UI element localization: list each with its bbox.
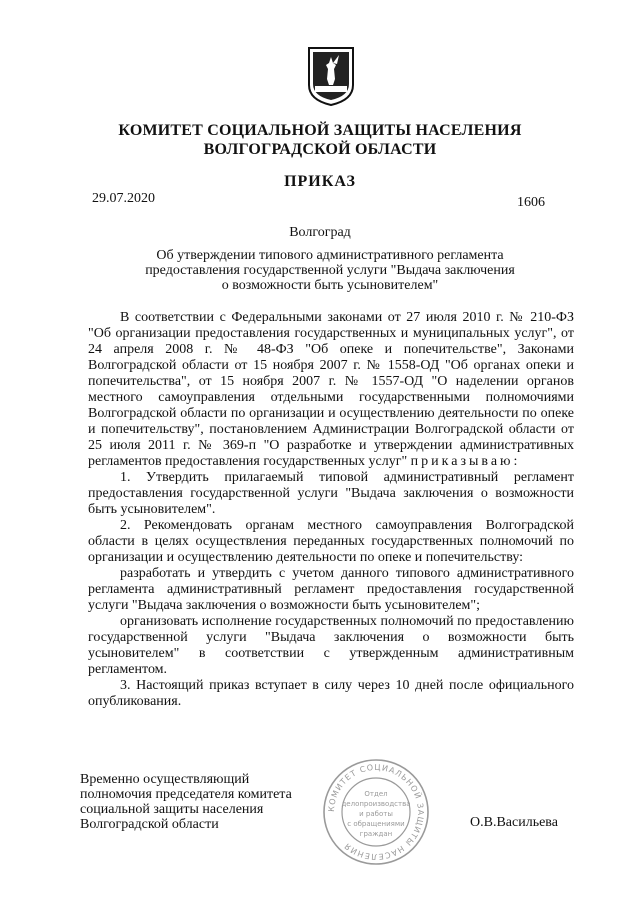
coat-of-arms-icon xyxy=(306,45,356,107)
decree-word: приказываю: xyxy=(410,454,521,469)
document-date: 29.07.2020 xyxy=(92,191,155,206)
item-2b: организовать исполнение государственных полномочий по предоставлению государственной услуги "Выдача заключения о возможности быть усыновителем" в соответствии с утвержденным административным регламентом. xyxy=(88,614,574,677)
subject-line3: о возможности быть усыновителем" xyxy=(221,278,439,293)
document-body xyxy=(88,310,574,710)
item-2a: разработать и утвердить с учетом данного типового административного регламента административный регламент предоставления государственной услуги "Выдача заключения о возможности быть усыновителем"; xyxy=(88,566,574,613)
signature-line1: Временно осуществляющий xyxy=(80,772,250,787)
item-2: 2. Рекомендовать органам местного самоуправления Волгоградской области в целях осуществления переданных государственных полномочий по организации и осуществлению деятельности по опеке и попечительству: xyxy=(88,518,574,565)
stamp-center-line2: делопроизводства xyxy=(341,800,411,808)
intro-paragraph xyxy=(88,310,574,470)
office-stamp-icon xyxy=(320,756,432,868)
organization-title-line2: ВОЛГОГРАДСКОЙ ОБЛАСТИ xyxy=(203,141,437,158)
signature-line3: социальной защиты населения xyxy=(80,802,264,817)
document-city: Волгоград xyxy=(289,225,351,240)
subject-line2: предоставления государственной услуги "Выдача заключения xyxy=(145,263,515,278)
document-subject xyxy=(120,248,540,293)
intro-text: В соответствии с Федеральными законами от 27 июля 2010 г. № 210-ФЗ "Об организации предоставления государственных и муниципальных услуг", от 24 апреля 2008 г. № 48-ФЗ "Об опеке и попечительстве", Законами Волгоградской области от 15 ноября 2007 г. № 1558-ОД "Об органах опеки и попечительства", от 15 ноября 2007 г. № 1557-ОД "О наделении органов местного самоуправления отдельными государственными полномочиями Волгоградской области по организации и осуществлению деятельности по опеке и попечительству", постановлением Администрации Волгоградской области от 25 июля 2011 г. № 369-п "О разработке и утверждении административных регламентов предоставления государственных услуг" xyxy=(88,310,574,469)
item-3: 3. Настоящий приказ вступает в силу через 10 дней после официального опубликования. xyxy=(88,678,574,709)
signer-name: О.В.Васильева xyxy=(470,815,558,830)
item-1: 1. Утвердить прилагаемый типовой административный регламент предоставления государственной услуги "Выдача заключения о возможности быть усыновителем". xyxy=(88,470,574,517)
stamp-center-line4: с обращениями xyxy=(347,820,405,828)
signature-block xyxy=(80,772,300,832)
stamp-center-line3: и работы xyxy=(359,810,393,818)
document-number: 1606 xyxy=(517,195,545,210)
signature-line4: Волгоградской области xyxy=(80,817,219,832)
subject-line1: Об утверждении типового административного регламента xyxy=(156,248,504,263)
organization-title-line1: КОМИТЕТ СОЦИАЛЬНОЙ ЗАЩИТЫ НАСЕЛЕНИЯ xyxy=(118,122,522,139)
stamp-ring-text: КОМИТЕТ СОЦИАЛЬНОЙ ЗАЩИТЫ НАСЕЛЕНИЯ xyxy=(326,762,426,862)
signature-line2: полномочия председателя комитета xyxy=(80,787,292,802)
stamp-center-line1: Отдел xyxy=(364,790,388,798)
stamp-center-line5: граждан xyxy=(359,830,393,838)
document-type: ПРИКАЗ xyxy=(284,173,356,190)
